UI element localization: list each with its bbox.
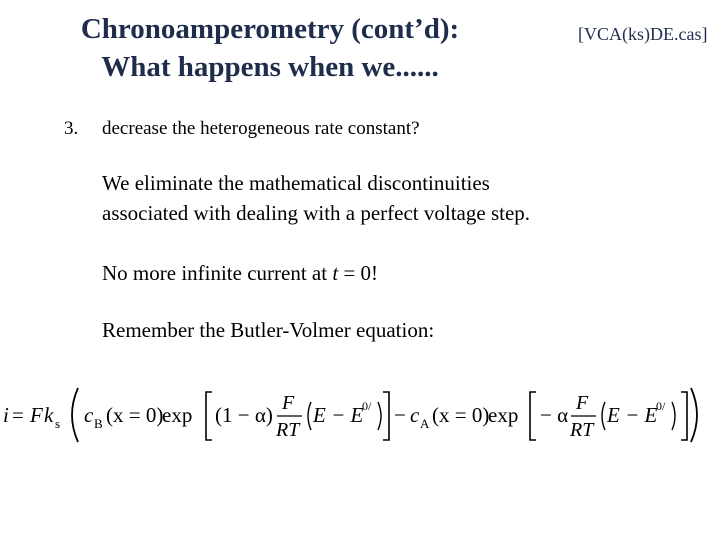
eq-minus-alpha: − α xyxy=(540,403,569,427)
paragraph-line-1: We eliminate the mathematical discontinuities xyxy=(102,171,490,195)
paragraph-infinite-current xyxy=(102,258,378,288)
eq-exp-1: exp xyxy=(162,403,193,427)
paragraph-discontinuities xyxy=(102,168,530,228)
p2-suffix: = 0! xyxy=(338,261,379,285)
eq-paren-close-1 xyxy=(378,402,381,430)
question-text: decrease the heterogeneous rate constant? xyxy=(102,118,420,139)
eq-conc-b-subscript: B xyxy=(94,416,103,431)
eq-conc-a-subscript: A xyxy=(420,416,430,431)
eq-rate-subscript: s xyxy=(55,416,61,431)
slide-title xyxy=(0,10,540,86)
eq-minus: − xyxy=(394,403,406,427)
eq-rate-constant: k xyxy=(44,403,54,427)
eq-right-paren xyxy=(691,388,697,442)
eq-left-bracket-1 xyxy=(206,392,212,440)
eq-frac1-num: F xyxy=(282,392,295,414)
eq-equals: = xyxy=(12,403,24,427)
eq-frac1-den: RT xyxy=(276,419,300,441)
eq-faraday: F xyxy=(30,403,43,427)
eq-conc-a: c xyxy=(410,403,420,427)
eq-potential-diff-1: E − E xyxy=(313,403,364,427)
eq-current: i xyxy=(3,403,9,427)
eq-paren-close-2 xyxy=(672,402,675,430)
eq-exp-2: exp xyxy=(488,403,519,427)
paragraph-line-2: associated with dealing with a perfect voltage step. xyxy=(102,201,531,225)
eq-formal-potential-sup-2: 0/ xyxy=(656,399,666,413)
title-line-1: Chronoamperometry (cont’d): xyxy=(80,13,460,45)
eq-formal-potential-sup-1: 0/ xyxy=(362,399,372,413)
eq-potential-diff-2: E − E xyxy=(607,403,658,427)
eq-paren-open-1 xyxy=(308,402,311,430)
eq-right-bracket-1 xyxy=(383,392,389,440)
eq-left-paren xyxy=(72,388,78,442)
eq-arg-a: (x = 0) xyxy=(432,403,490,427)
p2-time-variable: t xyxy=(332,261,339,285)
eq-right-bracket-2 xyxy=(681,392,687,440)
eq-frac2-num: F xyxy=(576,392,589,414)
eq-frac2-den: RT xyxy=(570,419,594,441)
question-number: 3. xyxy=(64,118,79,139)
eq-conc-b: c xyxy=(84,403,94,427)
eq-left-bracket-2 xyxy=(530,392,536,440)
butler-volmer-equation xyxy=(0,380,720,450)
eq-arg-b: (x = 0) xyxy=(106,403,164,427)
p2-prefix: No more infinite current at xyxy=(102,261,333,285)
eq-paren-open-2 xyxy=(602,402,605,430)
title-line-2: What happens when we...... xyxy=(101,51,439,83)
question-item xyxy=(64,118,420,140)
paragraph-butler-volmer: Remember the Butler-Volmer equation: xyxy=(102,318,435,342)
eq-one-minus-alpha: (1 − α) xyxy=(215,403,273,427)
file-tag: [VCA(ks)DE.cas] xyxy=(578,24,708,44)
